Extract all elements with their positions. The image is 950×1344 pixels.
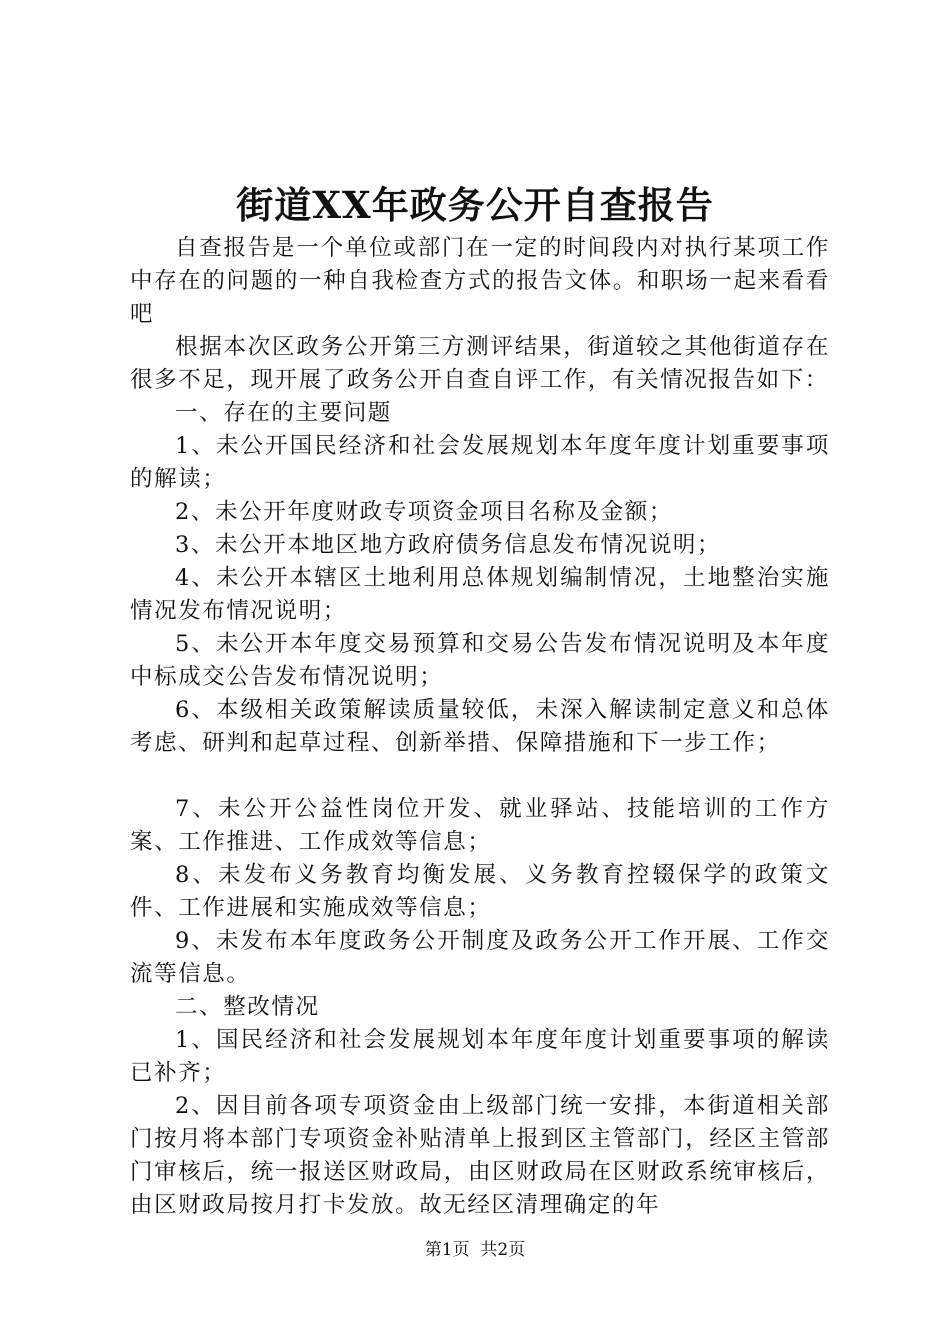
section-heading-rectification: 二、整改情况	[175, 994, 320, 1020]
problem-item-2: 2、未公开年度财政专项资金项目名称及金额；	[175, 499, 673, 525]
problem-item-8: 8、未发布义务教育均衡发展、义务教育控辍保学的政策文件、工作进展和实施成效等信息；	[130, 862, 830, 921]
rectification-item-2: 2、因目前各项专项资金由上级部门统一安排，本街道相关部门按月将本部门专项资金补贴清单上报到区主管部门，经区主管部门审核后，统一报送区财政局，由区财政局在区财政系统审核后，由区财政局按月打卡发放。故无经区清理确定的年	[130, 1093, 830, 1218]
problem-item-9: 9、未发布本年度政务公开制度及政务公开工作开展、工作交流等信息。	[130, 928, 830, 987]
document-body	[130, 232, 830, 1222]
problem-item-1: 1、未公开国民经济和社会发展规划本年度年度计划重要事项的解读；	[130, 433, 830, 492]
footer-separator	[470, 1240, 481, 1260]
problem-item-7: 7、未公开公益性岗位开发、就业驿站、技能培训的工作方案、工作推进、工作成效等信息；	[130, 796, 830, 855]
page-number: 第1页	[424, 1240, 470, 1260]
section-heading-problems: 一、存在的主要问题	[175, 400, 392, 426]
paragraph-intro: 自查报告是一个单位或部门在一定的时间段内对执行某项工作中存在的问题的一种自我检查方式的报告文体。和职场一起来看看吧	[130, 235, 830, 327]
problem-item-6: 6、本级相关政策解读质量较低，未深入解读制定意义和总体考虑、研判和起草过程、创新举措、保障措施和下一步工作；	[130, 697, 830, 756]
problem-item-4: 4、未公开本辖区土地利用总体规划编制情况，土地整治实施情况发布情况说明；	[130, 565, 830, 624]
rectification-item-1: 1、国民经济和社会发展规划本年度年度计划重要事项的解读已补齐；	[130, 1027, 830, 1086]
page-footer	[0, 1238, 950, 1262]
document-title: 街道XX年政务公开自查报告	[236, 183, 714, 227]
problem-item-3: 3、未公开本地区地方政府债务信息发布情况说明；	[175, 532, 722, 558]
page-total: 共2页	[480, 1240, 526, 1260]
paragraph-background: 根据本次区政务公开第三方测评结果，街道较之其他街道存在很多不足，现开展了政务公开自查自评工作，有关情况报告如下：	[130, 334, 830, 393]
problem-item-5: 5、未公开本年度交易预算和交易公告发布情况说明及本年度中标成交公告发布情况说明；	[130, 631, 830, 690]
